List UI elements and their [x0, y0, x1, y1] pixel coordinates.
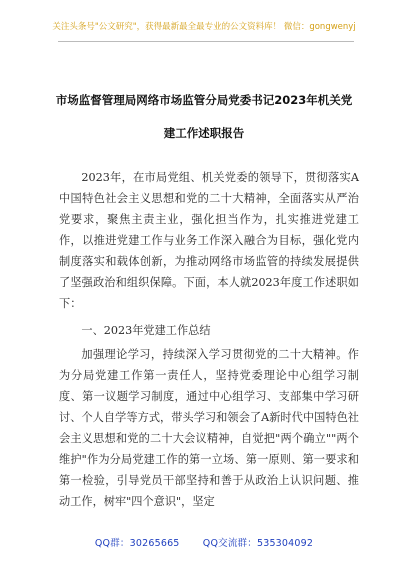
section-heading [59, 320, 359, 341]
section-heading-text: 一、2023年党建工作总结 [81, 324, 211, 337]
document-title-line-2: 建工作述职报告 [163, 126, 245, 140]
paragraph-text: 2023年，在市局党组、机关党委的领导下，贯彻落实A中国特色社会主义思想和党的二十大精神，全面落实从严治党要求，聚焦主责主业，强化担当作为，扎实推进党建工作，以推进党建工作与业务工作深入融合为目标，强化党内制度落实和载体创新，为推动网络市场监管的持续发展提供了坚强政治和组织保障。下面，本人就2023年度工作述职如下： [59, 171, 359, 310]
header-banner: 关注头条号"公文研究"，获得最新最全最专业的公文资料库！ 微信：gongwenyj [52, 22, 356, 32]
header-divider [58, 41, 354, 42]
document-title-line-1: 市场监督管理局网络市场监管分局党委书记2023年机关党 [55, 93, 353, 107]
body-paragraph [59, 344, 359, 512]
paragraph-text: 加强理论学习，持续深入学习贯彻党的二十大精神。作为分局党建工作第一责任人，坚持党委理论中心组学习制度、第一议题学习制度，通过中心组学习、支部集中学习研讨、个人自学等方式，带头学习和领会了A新时代中国特色社会主义思想和党的二十大会议精神，自觉把"两个确立""两个维护"作为分局党建工作的第一立场、第一原则、第一要求和第一检验，引导党员干部坚持和善于从政治上认识问题、推动工作，树牢"四个意识"，坚定 [59, 348, 359, 508]
intro-paragraph [59, 167, 359, 314]
footer-contact [0, 535, 408, 549]
qq-group-number: QQ群：30265665 [94, 538, 180, 549]
qq-exchange-group-number: QQ交流群：535304092 [202, 538, 314, 549]
